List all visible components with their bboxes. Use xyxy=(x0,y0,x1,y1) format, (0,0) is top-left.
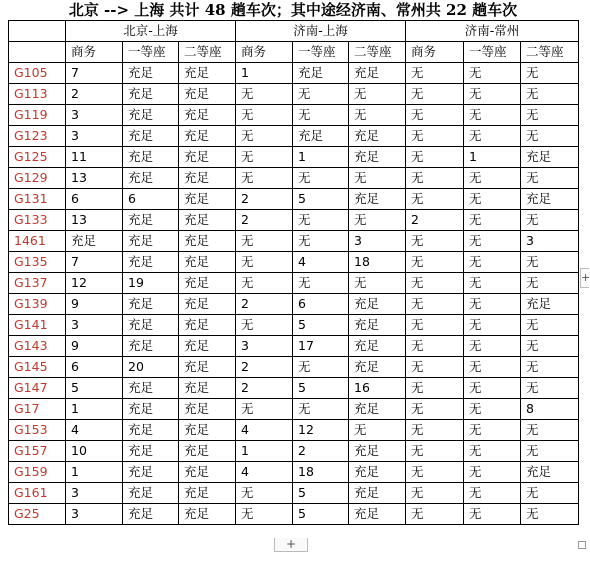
seat-availability-cell[interactable]: 3 xyxy=(66,105,123,126)
seat-availability-cell[interactable]: 无 xyxy=(236,168,293,189)
seat-availability-cell[interactable]: 充足 xyxy=(179,273,236,294)
column-header-first-class[interactable]: 一等座 xyxy=(293,42,349,63)
table-row xyxy=(9,231,579,252)
seat-availability-cell[interactable]: 无 xyxy=(406,252,464,273)
seat-availability-cell[interactable]: 无 xyxy=(464,483,521,504)
seat-availability-cell[interactable]: 3 xyxy=(349,231,406,252)
seat-availability-cell[interactable]: 无 xyxy=(406,462,464,483)
table-row xyxy=(9,189,579,210)
seat-availability-cell[interactable]: 7 xyxy=(66,252,123,273)
seat-availability-cell[interactable]: 充足 xyxy=(293,63,349,84)
seat-availability-cell[interactable]: 13 xyxy=(66,168,123,189)
seat-availability-cell[interactable]: 无 xyxy=(464,336,521,357)
column-header-first-class[interactable]: 一等座 xyxy=(464,42,521,63)
table-row xyxy=(9,84,579,105)
train-number-cell[interactable]: G153 xyxy=(9,420,66,441)
seat-availability-cell[interactable]: 无 xyxy=(464,462,521,483)
seat-availability-cell[interactable]: 无 xyxy=(236,252,293,273)
seat-availability-cell[interactable]: 无 xyxy=(464,189,521,210)
column-header-first-class[interactable]: 一等座 xyxy=(123,42,179,63)
seat-availability-cell[interactable]: 10 xyxy=(66,441,123,462)
seat-availability-cell[interactable]: 无 xyxy=(236,105,293,126)
seat-availability-cell[interactable]: 5 xyxy=(293,378,349,399)
seat-availability-cell[interactable]: 9 xyxy=(66,294,123,315)
seat-availability-cell[interactable]: 充足 xyxy=(66,231,123,252)
seat-availability-cell[interactable]: 无 xyxy=(293,168,349,189)
seat-availability-cell[interactable]: 充足 xyxy=(179,378,236,399)
train-ticket-table xyxy=(8,20,579,525)
seat-availability-cell[interactable]: 无 xyxy=(293,105,349,126)
seat-availability-cell[interactable]: 无 xyxy=(236,399,293,420)
seat-availability-cell[interactable]: 无 xyxy=(464,399,521,420)
table-body xyxy=(9,21,579,525)
seat-availability-cell[interactable]: 1 xyxy=(66,462,123,483)
seat-availability-cell[interactable]: 8 xyxy=(521,399,579,420)
seat-availability-cell[interactable]: 4 xyxy=(66,420,123,441)
seat-availability-cell[interactable]: 5 xyxy=(293,189,349,210)
seat-availability-cell[interactable]: 19 xyxy=(123,273,179,294)
seat-availability-cell[interactable]: 无 xyxy=(464,126,521,147)
seat-availability-cell[interactable]: 无 xyxy=(406,336,464,357)
seat-availability-cell[interactable]: 无 xyxy=(406,189,464,210)
seat-availability-cell[interactable]: 充足 xyxy=(293,126,349,147)
seat-availability-cell[interactable]: 无 xyxy=(236,126,293,147)
seat-availability-cell[interactable]: 无 xyxy=(349,105,406,126)
seat-availability-cell[interactable]: 充足 xyxy=(349,147,406,168)
seat-availability-cell[interactable]: 充足 xyxy=(179,210,236,231)
seat-availability-cell[interactable]: 充足 xyxy=(123,168,179,189)
seat-availability-cell[interactable]: 充足 xyxy=(123,504,179,525)
seat-availability-cell[interactable]: 无 xyxy=(406,420,464,441)
seat-availability-cell[interactable]: 4 xyxy=(293,252,349,273)
seat-availability-cell[interactable]: 1 xyxy=(464,147,521,168)
seat-availability-cell[interactable]: 无 xyxy=(236,483,293,504)
seat-availability-cell[interactable]: 无 xyxy=(406,63,464,84)
header-corner-cell[interactable] xyxy=(9,42,66,63)
seat-availability-cell[interactable]: 充足 xyxy=(349,126,406,147)
seat-availability-cell[interactable]: 18 xyxy=(349,252,406,273)
seat-availability-cell[interactable]: 无 xyxy=(349,273,406,294)
table-row xyxy=(9,441,579,462)
seat-availability-cell[interactable]: 无 xyxy=(464,63,521,84)
seat-availability-cell[interactable]: 无 xyxy=(349,210,406,231)
seat-availability-cell[interactable]: 无 xyxy=(521,105,579,126)
seat-availability-cell[interactable]: 充足 xyxy=(123,483,179,504)
seat-availability-cell[interactable]: 无 xyxy=(521,210,579,231)
seat-availability-cell[interactable]: 无 xyxy=(464,210,521,231)
seat-availability-cell[interactable]: 无 xyxy=(464,294,521,315)
seat-availability-cell[interactable]: 无 xyxy=(406,105,464,126)
seat-availability-cell[interactable]: 5 xyxy=(66,378,123,399)
seat-availability-cell[interactable]: 5 xyxy=(293,483,349,504)
add-column-handle[interactable]: + xyxy=(580,268,589,288)
seat-availability-cell[interactable]: 无 xyxy=(464,315,521,336)
seat-availability-cell[interactable]: 充足 xyxy=(123,420,179,441)
seat-availability-cell[interactable]: 2 xyxy=(236,294,293,315)
seat-availability-cell[interactable]: 充足 xyxy=(521,294,579,315)
seat-availability-cell[interactable]: 无 xyxy=(293,273,349,294)
seat-availability-cell[interactable]: 2 xyxy=(236,189,293,210)
seat-availability-cell[interactable]: 无 xyxy=(349,168,406,189)
seat-availability-cell[interactable]: 充足 xyxy=(179,483,236,504)
seat-availability-cell[interactable]: 无 xyxy=(349,84,406,105)
seat-availability-cell[interactable]: 无 xyxy=(349,420,406,441)
seat-availability-cell[interactable]: 无 xyxy=(464,273,521,294)
column-header-second-class[interactable]: 二等座 xyxy=(349,42,406,63)
seat-availability-cell[interactable]: 1 xyxy=(236,63,293,84)
seat-availability-cell[interactable]: 无 xyxy=(236,147,293,168)
seat-availability-cell[interactable]: 2 xyxy=(236,357,293,378)
seat-availability-cell[interactable]: 充足 xyxy=(179,504,236,525)
table-row xyxy=(9,273,579,294)
seat-availability-cell[interactable]: 3 xyxy=(521,231,579,252)
seat-availability-cell[interactable]: 充足 xyxy=(179,231,236,252)
seat-availability-cell[interactable]: 充足 xyxy=(179,84,236,105)
seat-availability-cell[interactable]: 11 xyxy=(66,147,123,168)
seat-availability-cell[interactable]: 6 xyxy=(293,294,349,315)
seat-availability-cell[interactable]: 无 xyxy=(521,504,579,525)
seat-availability-cell[interactable]: 无 xyxy=(464,441,521,462)
seat-availability-cell[interactable]: 无 xyxy=(406,315,464,336)
seat-availability-cell[interactable]: 无 xyxy=(521,441,579,462)
group-header-jinan-changzhou[interactable]: 济南-常州 xyxy=(406,21,579,42)
table-row xyxy=(9,336,579,357)
train-number-cell[interactable]: G133 xyxy=(9,210,66,231)
seat-availability-cell[interactable]: 2 xyxy=(236,210,293,231)
seat-availability-cell[interactable]: 无 xyxy=(406,126,464,147)
seat-availability-cell[interactable]: 无 xyxy=(521,126,579,147)
column-header-second-class[interactable]: 二等座 xyxy=(179,42,236,63)
seat-availability-cell[interactable]: 充足 xyxy=(123,378,179,399)
seat-availability-cell[interactable]: 无 xyxy=(464,504,521,525)
seat-availability-cell[interactable]: 18 xyxy=(293,462,349,483)
seat-availability-cell[interactable]: 充足 xyxy=(179,315,236,336)
seat-availability-cell[interactable]: 3 xyxy=(66,126,123,147)
seat-availability-cell[interactable]: 5 xyxy=(293,315,349,336)
column-header-business[interactable]: 商务 xyxy=(236,42,293,63)
add-row-handle[interactable]: + xyxy=(274,538,308,552)
seat-availability-cell[interactable]: 无 xyxy=(406,84,464,105)
train-number-cell[interactable]: G131 xyxy=(9,189,66,210)
seat-availability-cell[interactable]: 充足 xyxy=(349,483,406,504)
seat-availability-cell[interactable]: 无 xyxy=(464,357,521,378)
seat-availability-cell[interactable]: 4 xyxy=(236,462,293,483)
seat-availability-cell[interactable]: 充足 xyxy=(123,84,179,105)
group-header-beijing-shanghai[interactable]: 北京-上海 xyxy=(66,21,236,42)
train-number-cell[interactable]: G113 xyxy=(9,84,66,105)
train-number-cell[interactable]: G125 xyxy=(9,147,66,168)
seat-availability-cell[interactable]: 无 xyxy=(406,294,464,315)
seat-availability-cell[interactable]: 充足 xyxy=(123,147,179,168)
table-row xyxy=(9,483,579,504)
seat-availability-cell[interactable]: 充足 xyxy=(123,399,179,420)
seat-availability-cell[interactable]: 无 xyxy=(236,84,293,105)
seat-availability-cell[interactable]: 无 xyxy=(236,504,293,525)
seat-availability-cell[interactable]: 无 xyxy=(464,231,521,252)
seat-availability-cell[interactable]: 充足 xyxy=(179,168,236,189)
seat-availability-cell[interactable]: 充足 xyxy=(349,294,406,315)
seat-availability-cell[interactable]: 无 xyxy=(464,84,521,105)
seat-availability-cell[interactable]: 无 xyxy=(464,378,521,399)
train-number-cell[interactable]: G129 xyxy=(9,168,66,189)
seat-availability-cell[interactable]: 12 xyxy=(293,420,349,441)
table-row xyxy=(9,105,579,126)
seat-availability-cell[interactable]: 无 xyxy=(521,357,579,378)
seat-availability-cell[interactable]: 2 xyxy=(406,210,464,231)
seat-availability-cell[interactable]: 充足 xyxy=(123,63,179,84)
seat-availability-cell[interactable]: 充足 xyxy=(521,189,579,210)
seat-availability-cell[interactable]: 充足 xyxy=(123,336,179,357)
seat-availability-cell[interactable]: 充足 xyxy=(349,357,406,378)
seat-availability-cell[interactable]: 无 xyxy=(293,357,349,378)
seat-availability-cell[interactable]: 充足 xyxy=(349,315,406,336)
seat-availability-cell[interactable]: 3 xyxy=(66,504,123,525)
seat-availability-cell[interactable]: 充足 xyxy=(349,504,406,525)
seat-availability-cell[interactable]: 充足 xyxy=(123,315,179,336)
table-row xyxy=(9,504,579,525)
seat-availability-cell[interactable]: 无 xyxy=(521,168,579,189)
column-header-second-class[interactable]: 二等座 xyxy=(521,42,579,63)
seat-availability-cell[interactable]: 1 xyxy=(293,147,349,168)
seat-availability-cell[interactable]: 2 xyxy=(293,441,349,462)
seat-availability-cell[interactable]: 无 xyxy=(464,168,521,189)
table-row xyxy=(9,252,579,273)
seat-availability-cell[interactable]: 无 xyxy=(521,378,579,399)
seat-availability-cell[interactable]: 充足 xyxy=(123,462,179,483)
seat-availability-cell[interactable]: 无 xyxy=(236,273,293,294)
seat-availability-cell[interactable]: 无 xyxy=(406,231,464,252)
group-header-row xyxy=(9,21,579,42)
train-number-cell[interactable]: G141 xyxy=(9,315,66,336)
seat-availability-cell[interactable]: 无 xyxy=(406,147,464,168)
seat-availability-cell[interactable]: 无 xyxy=(236,315,293,336)
table-row xyxy=(9,420,579,441)
seat-availability-cell[interactable]: 充足 xyxy=(179,336,236,357)
seat-availability-cell[interactable]: 17 xyxy=(293,336,349,357)
seat-availability-cell[interactable]: 充足 xyxy=(179,399,236,420)
seat-availability-cell[interactable]: 充足 xyxy=(179,147,236,168)
seat-availability-cell[interactable]: 无 xyxy=(406,273,464,294)
header-corner-cell[interactable] xyxy=(9,21,66,42)
seat-availability-cell[interactable]: 无 xyxy=(521,336,579,357)
seat-availability-cell[interactable]: 充足 xyxy=(123,105,179,126)
seat-availability-cell[interactable]: 无 xyxy=(521,63,579,84)
seat-availability-cell[interactable]: 充足 xyxy=(123,441,179,462)
seat-availability-cell[interactable]: 无 xyxy=(293,84,349,105)
seat-availability-cell[interactable]: 3 xyxy=(66,315,123,336)
seat-availability-cell[interactable]: 充足 xyxy=(123,126,179,147)
seat-availability-cell[interactable]: 9 xyxy=(66,336,123,357)
seat-availability-cell[interactable]: 无 xyxy=(406,483,464,504)
seat-availability-cell[interactable]: 充足 xyxy=(179,420,236,441)
table-row xyxy=(9,378,579,399)
seat-availability-cell[interactable]: 充足 xyxy=(179,357,236,378)
seat-availability-cell[interactable]: 5 xyxy=(293,504,349,525)
train-number-cell[interactable]: G17 xyxy=(9,399,66,420)
table-resize-icon[interactable] xyxy=(578,541,586,549)
train-number-cell[interactable]: G157 xyxy=(9,441,66,462)
seat-availability-cell[interactable]: 无 xyxy=(293,210,349,231)
seat-availability-cell[interactable]: 充足 xyxy=(179,441,236,462)
seat-availability-cell[interactable]: 无 xyxy=(293,399,349,420)
seat-availability-cell[interactable]: 4 xyxy=(236,420,293,441)
table-row xyxy=(9,168,579,189)
seat-availability-cell[interactable]: 16 xyxy=(349,378,406,399)
seat-availability-cell[interactable]: 无 xyxy=(464,252,521,273)
table-row xyxy=(9,147,579,168)
table-row xyxy=(9,126,579,147)
seat-availability-cell[interactable]: 充足 xyxy=(349,441,406,462)
seat-availability-cell[interactable]: 充足 xyxy=(521,147,579,168)
seat-availability-cell[interactable]: 无 xyxy=(464,105,521,126)
seat-availability-cell[interactable]: 20 xyxy=(123,357,179,378)
seat-availability-cell[interactable]: 无 xyxy=(521,273,579,294)
column-header-business[interactable]: 商务 xyxy=(406,42,464,63)
seat-availability-cell[interactable]: 1 xyxy=(66,399,123,420)
seat-availability-cell[interactable]: 无 xyxy=(521,84,579,105)
seat-availability-cell[interactable]: 无 xyxy=(521,483,579,504)
seat-availability-cell[interactable]: 7 xyxy=(66,63,123,84)
seat-availability-cell[interactable]: 无 xyxy=(406,168,464,189)
seat-availability-cell[interactable]: 充足 xyxy=(123,252,179,273)
column-header-row xyxy=(9,42,579,63)
train-number-cell[interactable]: G139 xyxy=(9,294,66,315)
seat-availability-cell[interactable]: 无 xyxy=(406,441,464,462)
train-number-cell[interactable]: G25 xyxy=(9,504,66,525)
table-row xyxy=(9,399,579,420)
seat-availability-cell[interactable]: 无 xyxy=(521,420,579,441)
seat-availability-cell[interactable]: 充足 xyxy=(179,126,236,147)
seat-availability-cell[interactable]: 13 xyxy=(66,210,123,231)
seat-availability-cell[interactable]: 3 xyxy=(66,483,123,504)
seat-availability-cell[interactable]: 充足 xyxy=(179,105,236,126)
seat-availability-cell[interactable]: 充足 xyxy=(179,294,236,315)
seat-availability-cell[interactable]: 12 xyxy=(66,273,123,294)
group-header-jinan-shanghai[interactable]: 济南-上海 xyxy=(236,21,406,42)
train-number-cell[interactable]: G119 xyxy=(9,105,66,126)
table-row xyxy=(9,294,579,315)
seat-availability-cell[interactable]: 充足 xyxy=(179,462,236,483)
seat-availability-cell[interactable]: 无 xyxy=(521,315,579,336)
seat-availability-cell[interactable]: 无 xyxy=(406,504,464,525)
seat-availability-cell[interactable]: 3 xyxy=(236,336,293,357)
train-number-cell[interactable]: G137 xyxy=(9,273,66,294)
seat-availability-cell[interactable]: 无 xyxy=(293,231,349,252)
seat-availability-cell[interactable]: 6 xyxy=(66,357,123,378)
seat-availability-cell[interactable]: 2 xyxy=(236,378,293,399)
train-number-cell[interactable]: G145 xyxy=(9,357,66,378)
seat-availability-cell[interactable]: 无 xyxy=(406,399,464,420)
seat-availability-cell[interactable]: 6 xyxy=(66,189,123,210)
seat-availability-cell[interactable]: 无 xyxy=(406,357,464,378)
seat-availability-cell[interactable]: 2 xyxy=(66,84,123,105)
table-row xyxy=(9,210,579,231)
seat-availability-cell[interactable]: 无 xyxy=(521,252,579,273)
seat-availability-cell[interactable]: 充足 xyxy=(123,210,179,231)
train-number-cell[interactable]: G143 xyxy=(9,336,66,357)
seat-availability-cell[interactable]: 充足 xyxy=(179,252,236,273)
train-number-cell[interactable]: G123 xyxy=(9,126,66,147)
seat-availability-cell[interactable]: 无 xyxy=(236,231,293,252)
seat-availability-cell[interactable]: 无 xyxy=(464,420,521,441)
table-row xyxy=(9,462,579,483)
table-row xyxy=(9,315,579,336)
train-number-cell[interactable]: G147 xyxy=(9,378,66,399)
seat-availability-cell[interactable]: 1 xyxy=(236,441,293,462)
seat-availability-cell[interactable]: 充足 xyxy=(123,294,179,315)
train-number-cell[interactable]: G135 xyxy=(9,252,66,273)
train-number-cell[interactable]: 1461 xyxy=(9,231,66,252)
seat-availability-cell[interactable]: 充足 xyxy=(349,63,406,84)
table-title: 北京 --> 上海 共计 48 趟车次；其中途经济南、常州共 22 趟车次 xyxy=(68,1,518,19)
seat-availability-cell[interactable]: 充足 xyxy=(521,462,579,483)
train-number-cell[interactable]: G105 xyxy=(9,63,66,84)
column-header-business[interactable]: 商务 xyxy=(66,42,123,63)
table-row xyxy=(9,357,579,378)
train-number-cell[interactable]: G161 xyxy=(9,483,66,504)
seat-availability-cell[interactable]: 充足 xyxy=(179,63,236,84)
train-number-cell[interactable]: G159 xyxy=(9,462,66,483)
seat-availability-cell[interactable]: 充足 xyxy=(349,462,406,483)
seat-availability-cell[interactable]: 充足 xyxy=(349,336,406,357)
seat-availability-cell[interactable]: 充足 xyxy=(179,189,236,210)
seat-availability-cell[interactable]: 充足 xyxy=(349,189,406,210)
seat-availability-cell[interactable]: 充足 xyxy=(123,231,179,252)
seat-availability-cell[interactable]: 无 xyxy=(406,378,464,399)
seat-availability-cell[interactable]: 6 xyxy=(123,189,179,210)
table-row xyxy=(9,63,579,84)
seat-availability-cell[interactable]: 充足 xyxy=(349,399,406,420)
